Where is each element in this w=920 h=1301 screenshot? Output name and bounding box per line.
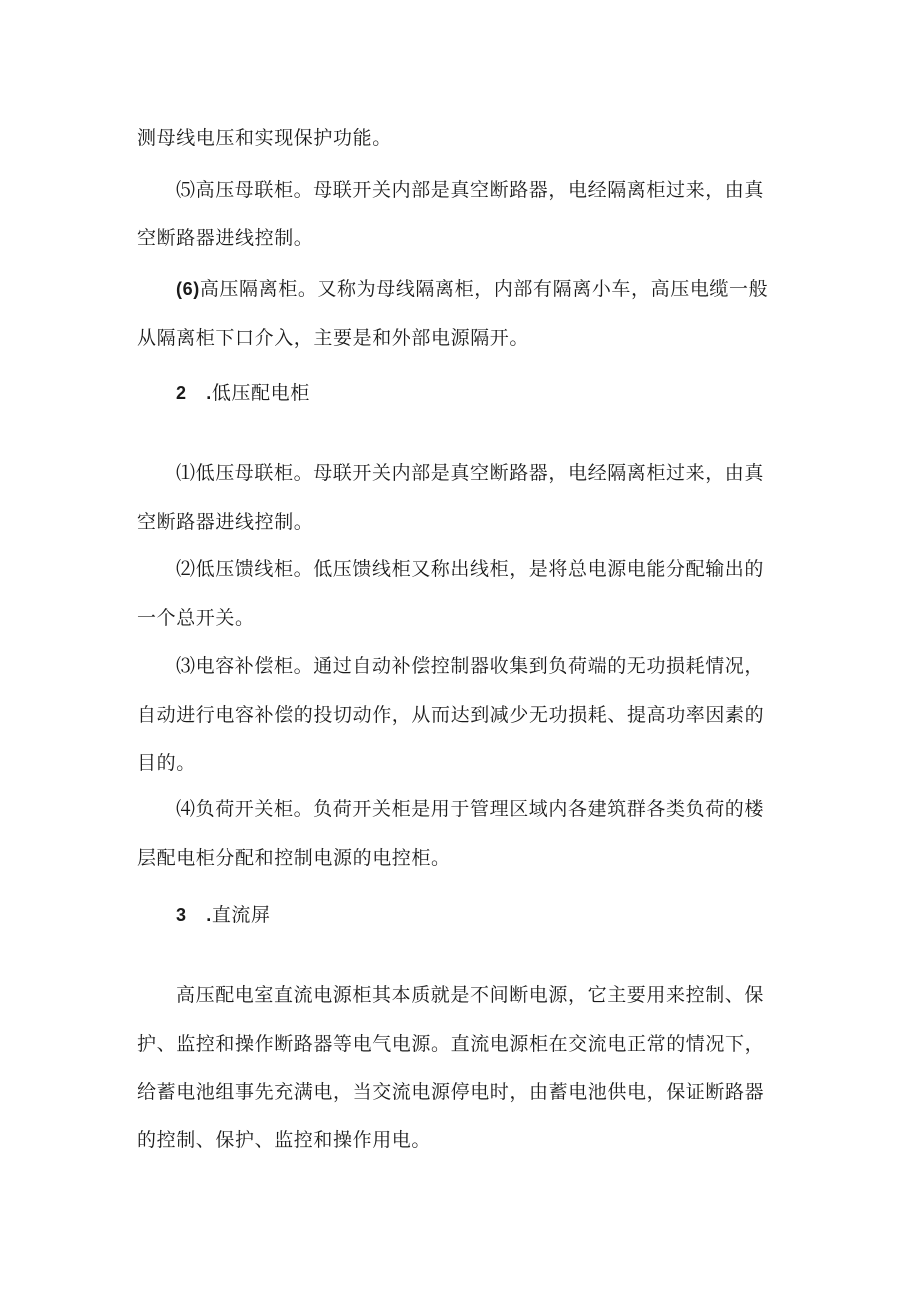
paragraph-line: ⑷负荷开关柜。负荷开关柜是用于管理区域内各建筑群各类负荷的楼: [176, 798, 765, 820]
section-number: 2: [176, 383, 187, 403]
item-text: 高压隔离柜。又称为母线隔离柜，内部有隔离小车，高压电缆一般: [199, 278, 769, 300]
paragraph-line: [176, 277, 768, 301]
paragraph-line: 空断路器进线控制。: [137, 511, 314, 533]
section-number: 3: [176, 905, 187, 925]
item-number: (6): [176, 279, 200, 299]
paragraph-line: 自动进行电容补偿的投切动作，从而达到减少无功损耗、提高功率因素的: [137, 704, 765, 726]
paragraph-line: 的控制、保护、监控和操作用电。: [137, 1129, 432, 1151]
section-heading: [176, 903, 271, 927]
paragraph-line: 目的。: [137, 752, 196, 774]
paragraph-line: 测母线电压和实现保护功能。: [137, 127, 392, 149]
section-title: 低压配电柜: [211, 382, 310, 404]
paragraph-line: ⑶电容补偿柜。通过自动补偿控制器收集到负荷端的无功损耗情况，: [176, 655, 765, 677]
section-title: 直流屏: [211, 904, 271, 926]
paragraph-line: 给蓄电池组事先充满电，当交流电源停电时，由蓄电池供电，保证断路器: [137, 1081, 765, 1103]
section-heading: [176, 381, 310, 405]
section-separator: .: [200, 905, 212, 925]
paragraph-line: 高压配电室直流电源柜其本质就是不间断电源，它主要用来控制、保: [176, 984, 765, 1006]
paragraph-line: 空断路器进线控制。: [137, 227, 314, 249]
section-separator: .: [200, 383, 212, 403]
paragraph-line: 层配电柜分配和控制电源的电控柜。: [137, 847, 451, 869]
paragraph-line: ⑸高压母联柜。母联开关内部是真空断路器，电经隔离柜过来，由真: [176, 179, 765, 201]
paragraph-line: ⑵低压馈线柜。低压馈线柜又称出线柜，是将总电源电能分配输出的: [176, 558, 765, 580]
paragraph-line: 护、监控和操作断路器等电气电源。直流电源柜在交流电正常的情况下，: [137, 1033, 765, 1055]
paragraph-line: 从隔离柜下口介入，主要是和外部电源隔开。: [137, 327, 530, 349]
paragraph-line: ⑴低压母联柜。母联开关内部是真空断路器，电经隔离柜过来，由真: [176, 462, 765, 484]
paragraph-line: 一个总开关。: [137, 607, 255, 629]
